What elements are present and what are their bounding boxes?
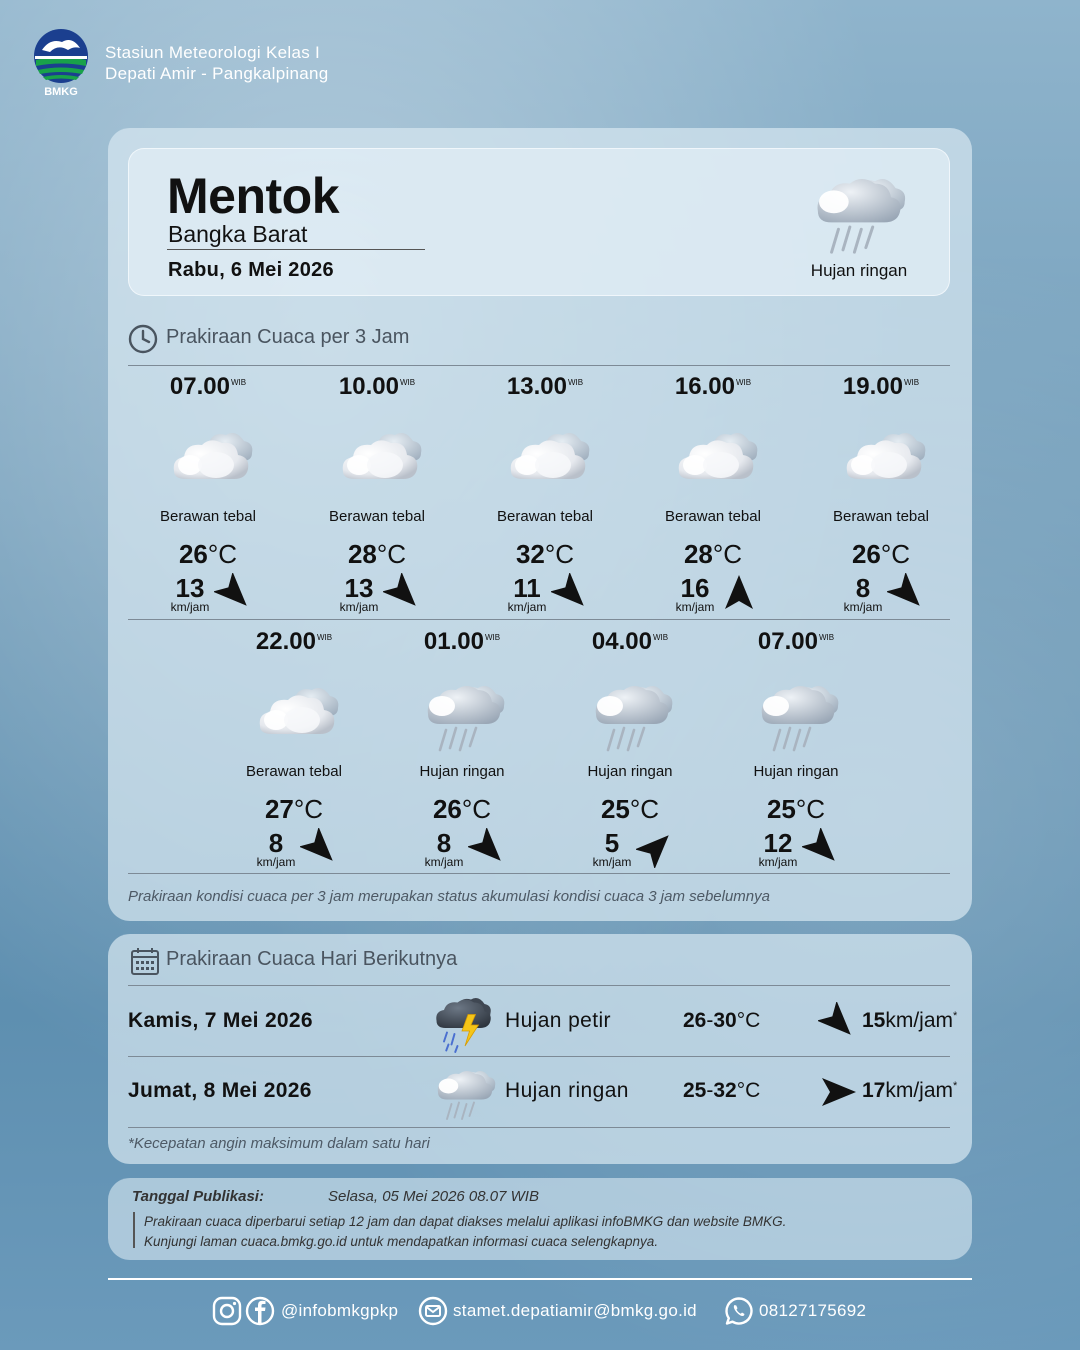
publication-date: Selasa, 05 Mei 2026 08.07 WIB bbox=[328, 1188, 539, 1205]
divider bbox=[128, 619, 950, 620]
facebook-icon[interactable] bbox=[245, 1296, 275, 1326]
city-name: Mentok bbox=[167, 168, 339, 224]
light-rain-icon bbox=[807, 163, 911, 259]
temperature-unit: °C bbox=[376, 539, 407, 569]
light-rain-icon bbox=[420, 672, 508, 756]
daily-condition: Hujan ringan bbox=[505, 1079, 629, 1102]
temperature-value: 26 bbox=[178, 539, 208, 569]
header bbox=[32, 28, 432, 98]
wind-unit: km/jam bbox=[592, 855, 632, 869]
daily-wind bbox=[862, 1079, 957, 1103]
slot-timezone: WIB bbox=[230, 378, 247, 387]
slot-condition: Berawan tebal bbox=[497, 508, 593, 525]
overcast-icon bbox=[252, 672, 340, 756]
wind-direction-arrow-icon bbox=[214, 573, 254, 613]
wind-speed: 16 bbox=[680, 573, 710, 603]
wind-speed: 12 bbox=[763, 828, 793, 858]
social-handle[interactable]: @infobmkgpkp bbox=[281, 1301, 399, 1320]
temp-max: 30 bbox=[713, 1009, 737, 1032]
wind-direction-arrow-icon bbox=[300, 828, 340, 868]
slot-temperature bbox=[297, 539, 457, 570]
publication-line1: Prakiraan cuaca diperbarui setiap 12 jam dan dapat diakses melalui aplikasi infoBMKG dan website BMKG. bbox=[144, 1214, 787, 1229]
wind-direction-arrow-icon bbox=[468, 828, 508, 868]
wind-speed: 11 bbox=[513, 573, 541, 603]
wind-unit: km/jam bbox=[843, 600, 883, 614]
footnote-mark: * bbox=[953, 1080, 958, 1092]
divider bbox=[128, 985, 950, 986]
slot-temperature bbox=[633, 539, 793, 570]
current-condition: Hujan ringan bbox=[810, 261, 908, 280]
email-address[interactable]: stamet.depatiamir@bmkg.go.id bbox=[453, 1301, 697, 1320]
phone-number[interactable]: 08127175692 bbox=[759, 1301, 867, 1320]
hourly-slot bbox=[633, 373, 793, 613]
slot-time bbox=[550, 628, 710, 656]
slot-time-value: 22.00 bbox=[255, 628, 316, 655]
wind-direction-arrow-icon bbox=[818, 1002, 858, 1042]
divider bbox=[128, 1127, 950, 1128]
slot-temperature bbox=[382, 794, 542, 825]
daily-date: Jumat, 8 Mei 2026 bbox=[128, 1079, 312, 1102]
logo-text: BMKG bbox=[44, 86, 78, 98]
daily-row bbox=[128, 987, 958, 1057]
wind-unit: km/jam bbox=[675, 600, 715, 614]
slot-time bbox=[214, 628, 374, 656]
wind-direction-arrow-icon bbox=[802, 828, 842, 868]
temp-max: 32 bbox=[713, 1079, 737, 1102]
wind-direction-arrow-icon bbox=[887, 573, 927, 613]
daily-row bbox=[128, 1057, 958, 1127]
daily-temp-range bbox=[683, 1079, 760, 1103]
light-rain-icon bbox=[432, 1060, 498, 1124]
slot-condition: Berawan tebal bbox=[329, 508, 425, 525]
wind-speed: 8 bbox=[268, 828, 284, 858]
slot-time bbox=[297, 373, 457, 401]
temperature-unit: °C bbox=[293, 794, 324, 824]
region-name: Bangka Barat bbox=[168, 221, 308, 247]
wind-speed: 8 bbox=[436, 828, 452, 858]
station-name bbox=[105, 42, 329, 84]
slot-condition: Berawan tebal bbox=[833, 508, 929, 525]
temperature-value: 26 bbox=[851, 539, 881, 569]
temperature-value: 28 bbox=[347, 539, 377, 569]
hourly-slot bbox=[465, 373, 625, 613]
slot-condition: Hujan ringan bbox=[753, 763, 839, 780]
wind-unit: km/jam bbox=[885, 1009, 954, 1032]
temperature-unit: °C bbox=[629, 794, 660, 824]
slot-condition: Berawan tebal bbox=[246, 763, 342, 780]
slot-timezone: WIB bbox=[903, 378, 920, 387]
overcast-icon bbox=[503, 417, 591, 501]
hourly-slot bbox=[297, 373, 457, 613]
slot-time-value: 07.00 bbox=[757, 628, 818, 655]
slot-time-value: 07.00 bbox=[169, 373, 230, 400]
instagram-icon[interactable] bbox=[212, 1296, 242, 1326]
overcast-icon bbox=[671, 417, 759, 501]
divider bbox=[128, 873, 950, 874]
slot-temperature bbox=[465, 539, 625, 570]
wind-direction-arrow-icon bbox=[383, 573, 423, 613]
slot-time bbox=[128, 373, 288, 401]
slot-timezone: WIB bbox=[818, 633, 835, 642]
wind-speed: 5 bbox=[604, 828, 620, 858]
slot-time-value: 10.00 bbox=[338, 373, 399, 400]
hourly-note: Prakiraan kondisi cuaca per 3 jam merupakan status akumulasi kondisi cuaca 3 jam sebelumnya bbox=[128, 888, 770, 905]
slot-condition: Berawan tebal bbox=[160, 508, 256, 525]
wind-unit: km/jam bbox=[170, 600, 210, 614]
slot-timezone: WIB bbox=[316, 633, 333, 642]
slot-timezone: WIB bbox=[399, 378, 416, 387]
light-rain-icon bbox=[588, 672, 676, 756]
wind-direction-arrow-icon bbox=[818, 1072, 858, 1112]
wind-direction-arrow-icon bbox=[551, 573, 591, 613]
hourly-section-title: Prakiraan Cuaca per 3 Jam bbox=[166, 326, 410, 348]
temperature-value: 27 bbox=[264, 794, 294, 824]
slot-time-value: 19.00 bbox=[842, 373, 903, 400]
whatsapp-icon bbox=[724, 1296, 754, 1326]
email-icon bbox=[418, 1296, 448, 1326]
temperature-value: 28 bbox=[683, 539, 713, 569]
slot-condition: Hujan ringan bbox=[419, 763, 505, 780]
overcast-icon bbox=[166, 417, 254, 501]
divider bbox=[167, 249, 425, 250]
temperature-unit: °C bbox=[544, 539, 575, 569]
station-line1: Stasiun Meteorologi Kelas I bbox=[105, 43, 321, 62]
daily-note: *Kecepatan angin maksimum dalam satu hari bbox=[128, 1135, 430, 1152]
wind-unit: km/jam bbox=[424, 855, 464, 869]
temperature-unit: °C bbox=[795, 794, 826, 824]
slot-temperature bbox=[128, 539, 288, 570]
hourly-slot bbox=[128, 373, 288, 613]
hourly-forecast-panel bbox=[108, 128, 972, 921]
daily-wind bbox=[862, 1009, 957, 1033]
slot-time bbox=[382, 628, 542, 656]
wind-speed: 17 bbox=[862, 1079, 886, 1102]
wind-unit: km/jam bbox=[339, 600, 379, 614]
temp-min: 25 bbox=[683, 1079, 707, 1102]
temperature-value: 32 bbox=[515, 539, 545, 569]
temperature-value: 25 bbox=[600, 794, 630, 824]
slot-time bbox=[716, 628, 876, 656]
bmkg-logo bbox=[32, 28, 90, 98]
forecast-date: Rabu, 6 Mei 2026 bbox=[168, 259, 334, 281]
slot-timezone: WIB bbox=[484, 633, 501, 642]
wind-speed: 15 bbox=[862, 1009, 886, 1032]
station-line2: Depati Amir - Pangkalpinang bbox=[105, 64, 329, 83]
publication-info bbox=[144, 1212, 786, 1252]
slot-time bbox=[465, 373, 625, 401]
calendar-icon bbox=[130, 946, 160, 976]
publication-line2: Kunjungi laman cuaca.bmkg.go.id untuk mendapatkan informasi cuaca selengkapnya. bbox=[144, 1234, 659, 1249]
slot-condition: Hujan ringan bbox=[587, 763, 673, 780]
quote-bar bbox=[133, 1212, 135, 1248]
slot-temperature bbox=[716, 794, 876, 825]
wind-unit: km/jam bbox=[885, 1079, 954, 1102]
daily-section-title: Prakiraan Cuaca Hari Berikutnya bbox=[166, 948, 458, 970]
wind-direction-arrow-icon bbox=[719, 573, 759, 613]
daily-condition: Hujan petir bbox=[505, 1009, 611, 1032]
thunderstorm-icon bbox=[432, 990, 498, 1054]
slot-time-value: 16.00 bbox=[674, 373, 735, 400]
slot-timezone: WIB bbox=[567, 378, 584, 387]
range-dash: - bbox=[706, 1009, 714, 1032]
wind-unit: km/jam bbox=[256, 855, 296, 869]
wind-unit: km/jam bbox=[758, 855, 798, 869]
hourly-slot bbox=[716, 628, 876, 868]
wind-speed: 13 bbox=[175, 573, 205, 603]
temperature-unit: °C bbox=[207, 539, 238, 569]
hourly-slot bbox=[214, 628, 374, 868]
wind-speed: 8 bbox=[855, 573, 871, 603]
slot-time-value: 04.00 bbox=[591, 628, 652, 655]
publication-panel bbox=[108, 1178, 972, 1260]
daily-forecast-panel bbox=[108, 934, 972, 1164]
slot-temperature bbox=[214, 794, 374, 825]
temperature-value: 26 bbox=[432, 794, 462, 824]
divider bbox=[128, 365, 950, 366]
light-rain-icon bbox=[754, 672, 842, 756]
temperature-unit: °C bbox=[880, 539, 911, 569]
slot-time bbox=[633, 373, 793, 401]
daily-temp-range bbox=[683, 1009, 760, 1033]
temp-unit: °C bbox=[736, 1079, 761, 1102]
slot-temperature bbox=[550, 794, 710, 825]
location-card bbox=[128, 148, 950, 296]
temperature-value: 25 bbox=[766, 794, 796, 824]
footnote-mark: * bbox=[953, 1010, 958, 1022]
slot-temperature bbox=[801, 539, 961, 570]
temperature-unit: °C bbox=[461, 794, 492, 824]
footer-divider bbox=[108, 1278, 972, 1280]
hourly-slot bbox=[550, 628, 710, 868]
publication-label: Tanggal Publikasi: bbox=[132, 1188, 264, 1205]
clock-icon bbox=[128, 324, 158, 354]
wind-unit: km/jam bbox=[507, 600, 547, 614]
slot-time bbox=[801, 373, 961, 401]
footer bbox=[0, 1296, 1080, 1328]
temp-unit: °C bbox=[736, 1009, 761, 1032]
overcast-icon bbox=[839, 417, 927, 501]
slot-timezone: WIB bbox=[652, 633, 669, 642]
range-dash: - bbox=[706, 1079, 714, 1102]
slot-time-value: 13.00 bbox=[506, 373, 567, 400]
slot-time-value: 01.00 bbox=[423, 628, 484, 655]
slot-timezone: WIB bbox=[735, 378, 752, 387]
slot-condition: Berawan tebal bbox=[665, 508, 761, 525]
hourly-slot bbox=[801, 373, 961, 613]
wind-direction-arrow-icon bbox=[636, 828, 676, 868]
overcast-icon bbox=[335, 417, 423, 501]
hourly-slot bbox=[382, 628, 542, 868]
temperature-unit: °C bbox=[712, 539, 743, 569]
daily-date: Kamis, 7 Mei 2026 bbox=[128, 1009, 313, 1032]
temp-min: 26 bbox=[683, 1009, 707, 1032]
wind-speed: 13 bbox=[344, 573, 374, 603]
